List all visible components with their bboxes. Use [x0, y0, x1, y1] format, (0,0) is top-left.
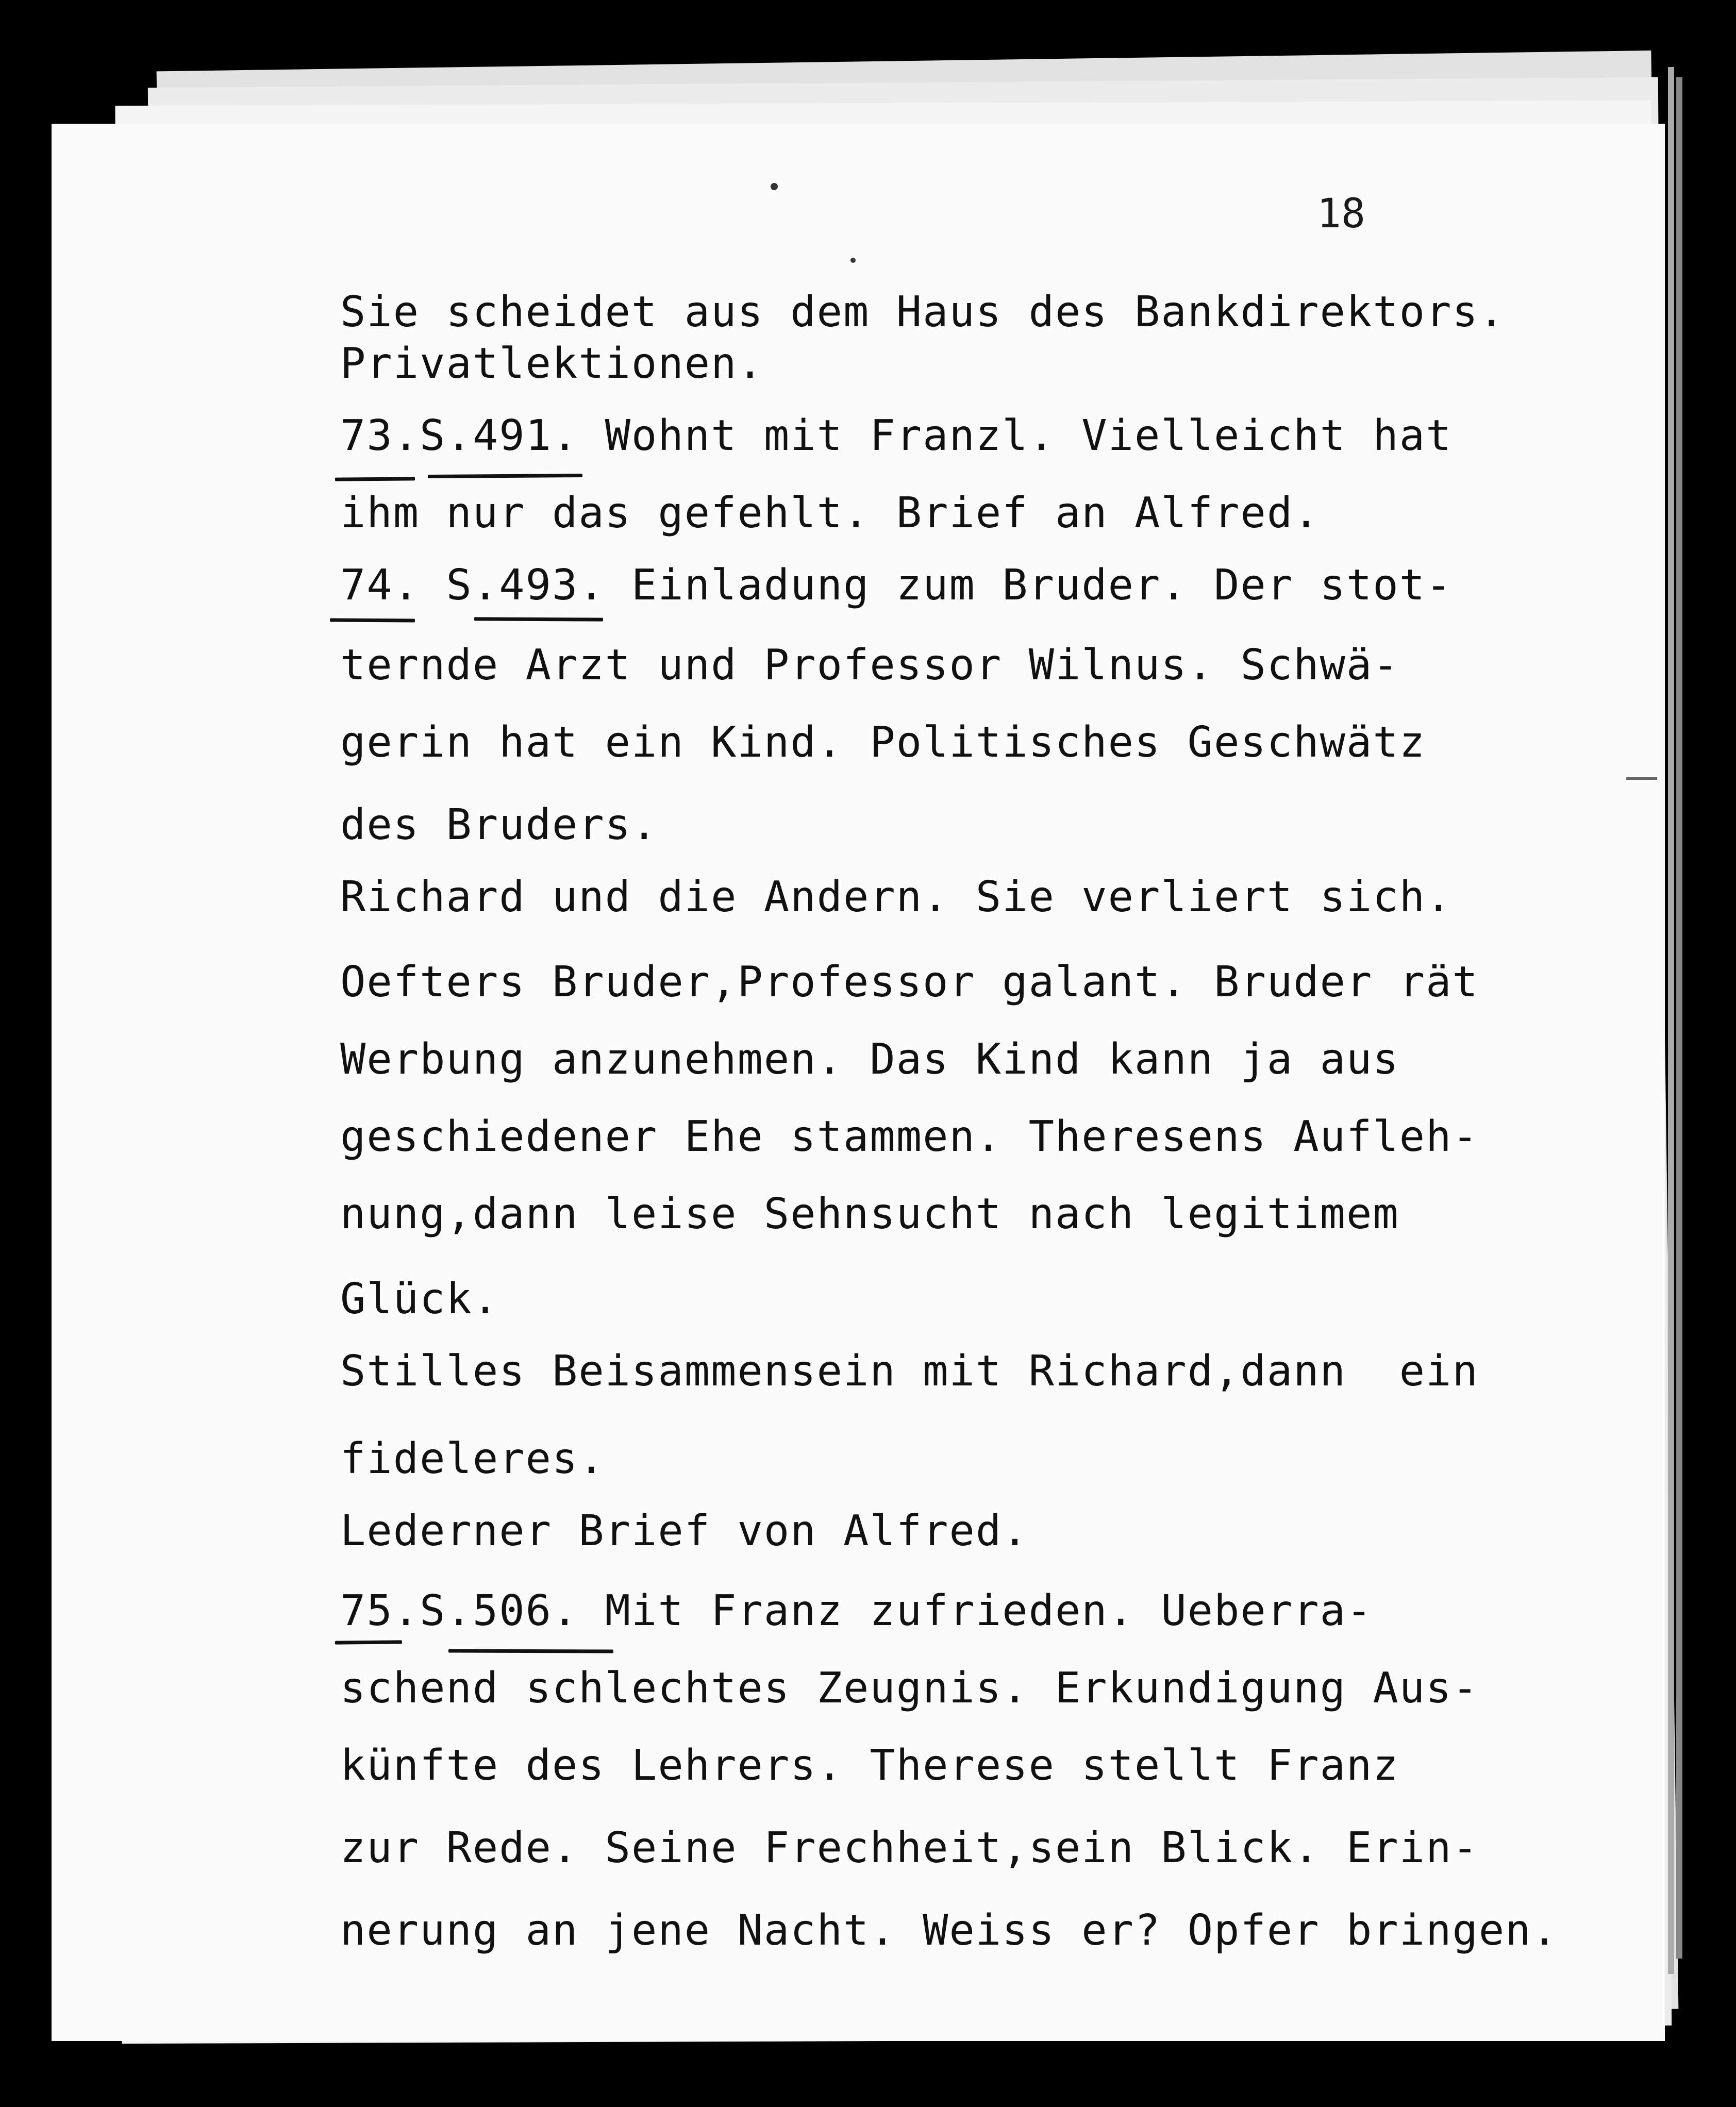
text-line: künfte des Lehrers. Therese stellt Franz [340, 1741, 1399, 1790]
text-line: ihm nur das gefehlt. Brief an Alfred. [340, 489, 1320, 538]
text-line: Werbung anzunehmen. Das Kind kann ja aus [340, 1035, 1399, 1084]
text-line: nung,dann leise Sehnsucht nach legitimem [340, 1190, 1399, 1239]
margin-mark [1626, 777, 1657, 780]
text-line: Glück. [340, 1275, 499, 1324]
underline [474, 617, 603, 621]
text-line: geschiedener Ehe stammen. Theresens Aufleh- [340, 1112, 1479, 1161]
underline [335, 1640, 402, 1644]
text-line: 73.S.491. Wohnt mit Franzl. Vielleicht hat [340, 411, 1453, 460]
ink-speck [771, 183, 778, 190]
text-line: Richard und die Andern. Sie verliert sich. [340, 873, 1453, 922]
underline [330, 618, 415, 622]
page-edge [1676, 77, 1682, 1959]
underline [448, 1649, 613, 1653]
text-line: nerung an jene Nacht. Weiss er? Opfer bringen. [340, 1906, 1558, 1955]
text-line: zur Rede. Seine Frechheit,sein Blick. Erin- [340, 1824, 1479, 1872]
text-line: Privatlektionen. [340, 339, 764, 388]
underline [335, 477, 415, 481]
text-line: schend schlechtes Zeugnis. Erkundigung Aus- [340, 1664, 1479, 1713]
text-line: gerin hat ein Kind. Politisches Geschwätz [340, 718, 1426, 767]
text-line: des Bruders. [340, 800, 658, 849]
text-line: Sie scheidet aus dem Haus des Bankdirektors. [340, 288, 1506, 337]
text-line: 75.S.506. Mit Franz zufrieden. Ueberra- [340, 1586, 1373, 1635]
text-line: fideleres. [340, 1434, 605, 1483]
ink-speck [850, 258, 856, 263]
page-number: 18 [1317, 191, 1365, 237]
page-edge [1668, 67, 1674, 1974]
text-line: Lederner Brief von Alfred. [340, 1507, 1029, 1556]
text-line: Stilles Beisammensein mit Richard,dann ein [340, 1347, 1479, 1396]
text-line: 74. S.493. Einladung zum Bruder. Der stot- [340, 561, 1453, 610]
text-line: ternde Arzt und Professor Wilnus. Schwä- [340, 641, 1399, 690]
text-line: Oefters Bruder,Professor galant. Bruder rät [340, 958, 1479, 1007]
